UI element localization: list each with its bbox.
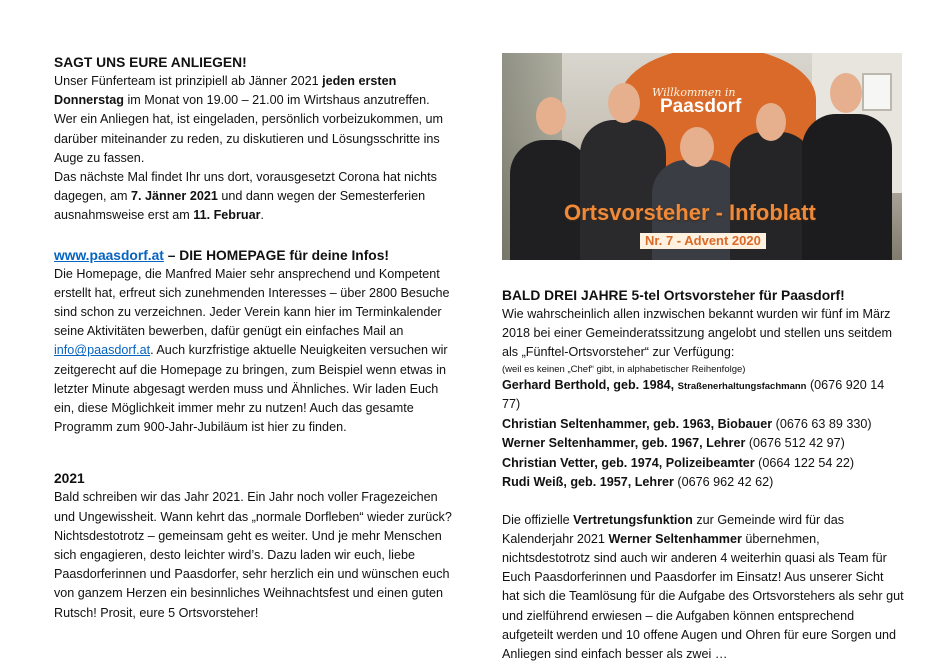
anliegen-date-1: 7. Jänner 2021 (131, 189, 218, 204)
member-phone: (0676 63 89 330) (772, 416, 872, 431)
member-name: Rudi Weiß, geb. 1957, Lehrer (502, 475, 674, 490)
anliegen-text-3: Das nächste Mal findet Ihr uns dort, vorausgesetzt Corona hat nichts dagegen, am (54, 170, 437, 204)
section-team (502, 286, 904, 664)
member-name: Werner Seltenhammer, geb. 1967, Lehrer (502, 436, 746, 451)
member-phone: (0676 920 14 77) (502, 377, 885, 412)
vertretung-bold: Vertretungsfunktion (573, 512, 693, 527)
homepage-link[interactable]: www.paasdorf.at (54, 247, 164, 263)
member-name: Christian Vetter, geb. 1974, Polizeibeamter (502, 455, 755, 470)
team-heading: BALD DREI JAHRE 5-tel Ortsvorsteher für Paasdorf! (502, 288, 845, 303)
anliegen-text-4: und dann wegen der Semesterferien ausnahmsweise erst am (54, 189, 426, 223)
left-column (54, 53, 454, 623)
member-name: Christian Seltenhammer, geb. 1963, Biobauer (502, 416, 773, 431)
vertretung-paragraph (502, 511, 904, 665)
vertretung-text-3: übernehmen, nichtsdestotrotz sind auch wir anderen 4 weiterhin quasi als Team für Euch Paasdorferinnen und Paasdorfer im Einsatz! Aus unserer Sicht hat sich die Teamlösung für die Aufgabe des Ortsvorstehers als sehr gut und zielführend erwiesen – die Aufgaben können entsprechend aufgeteilt werden und 10 offene Augen und Ohren für eure Sorgen und Anliegen sind einfach besser als zwei … (502, 531, 904, 662)
anliegen-date-2: 11. Februar (193, 208, 261, 223)
member-phone: (0676 962 42 62) (673, 475, 774, 490)
member-name: Gerhard Berthold, geb. 1984, (502, 377, 678, 392)
anliegen-period: . (260, 208, 264, 223)
member-phone: (0664 122 54 22) (754, 455, 855, 470)
anliegen-text: Unser Fünferteam ist prinzipiell ab Jänner 2021 (54, 74, 323, 88)
member-job: Straßenerhaltungsfachmann (677, 380, 807, 392)
homepage-heading-text: – DIE HOMEPAGE für deine Infos! (163, 247, 390, 263)
homepage-text: Die Homepage, die Manfred Maier sehr ansprechend und Kompetent erstellt hat, erfreut sich zunehmenden Interesses – über 2800 Besuche sind schon zu verzeichnen. Jeder Verein kann hier im Terminkalender seine Aktivitäten bewerben, dafür genügt ein einfaches Mail an (54, 266, 450, 339)
person-1-head (536, 97, 566, 135)
member-item (502, 434, 904, 454)
anliegen-paragraph (54, 72, 454, 168)
anliegen-heading: SAGT UNS EURE ANLIEGEN! (54, 55, 247, 70)
member-item (502, 473, 904, 493)
member-list (502, 376, 904, 493)
banner-subtitle: Nr. 7 - Advent 2020 (640, 233, 766, 249)
sign-text-welcome: Willkommen in (652, 86, 736, 99)
section-anliegen (54, 53, 454, 226)
homepage-heading (54, 246, 454, 265)
member-phone: (0676 512 42 97) (745, 436, 845, 451)
person-4-head (756, 103, 786, 141)
anliegen-paragraph-2 (54, 168, 454, 226)
year-heading: 2021 (54, 471, 85, 487)
email-link[interactable]: info@paasdorf.at (54, 343, 151, 358)
vertretung-name: Werner Seltenhammer (608, 531, 742, 546)
section-homepage (54, 246, 454, 438)
member-item (502, 415, 904, 435)
member-item (502, 376, 904, 415)
person-5-head (830, 73, 862, 113)
person-2-head (608, 83, 640, 123)
homepage-text-2: . Auch kurzfristige aktuelle Neuigkeiten versuchen wir zeitgerecht auf die Homepage zu bringen, zum Beispiel wenn etwas in letzter Minute abgesagt werden muss und Ähnliches. Wir laden Euch ein, diese Möglichkeit immer mehr zu nutzen! Auch das gesamte Programm zum 900-Jahr-Jubiläum ist hier zu finden. (54, 343, 448, 435)
section-2021 (54, 469, 454, 622)
vertretung-text: Die offizielle (502, 512, 574, 527)
banner-title: Ortsvorsteher - Infoblatt (564, 200, 816, 225)
anliegen-bold-day: jeden ersten Donnerstag (54, 74, 397, 108)
member-item (502, 454, 904, 474)
right-column (502, 53, 904, 664)
sign-text-paasdorf: Paasdorf (660, 96, 742, 117)
team-intro: Wie wahrscheinlich allen inzwischen bekannt wurden wir fünf im März 2018 bei einer Gemeinderatssitzung angelobt und stellen uns seitdem als „Fünftel-Ortsvorsteher“ zur Verfügung: (502, 307, 892, 360)
vertretung-text-2: zur Gemeinde wird für das Kalenderjahr 2021 (502, 512, 845, 546)
person-3-head (680, 127, 714, 167)
team-note: (weil es keinen „Chef“ gibt, in alphabetischer Reihenfolge) (502, 363, 746, 375)
homepage-paragraph (54, 265, 454, 438)
person-5 (802, 114, 892, 260)
window-shape (862, 73, 892, 111)
year-paragraph: Bald schreiben wir das Jahr 2021. Ein Jahr noch voller Fragezeichen und Ungewissheit. Wann kehrt das „normale Dorfleben“ wieder zurück? Nichtsdestotrotz – gemeinsam geht es weiter. Und je mehr Menschen sich engagieren, desto leichter wird’s. Dazu laden wir euch, liebe Paasdorferinnen und Paasdorfer, sehr herzlich ein und wünschen euch von ganzem Herzen ein besinnliches Weihnachtsfest und einen guten Rutsch! Prosit, eure 5 Ortsvorsteher! (54, 490, 452, 620)
team-photo (502, 53, 902, 260)
anliegen-text-2: im Monat von 19.00 – 21.00 im Wirtshaus anzutreffen. Wer ein Anliegen hat, ist eingeladen, persönlich vorbeizukommen, um darüber miteinander zu reden, zu diskutieren und Lösungsschritte ins Auge zu fassen. (54, 93, 443, 165)
